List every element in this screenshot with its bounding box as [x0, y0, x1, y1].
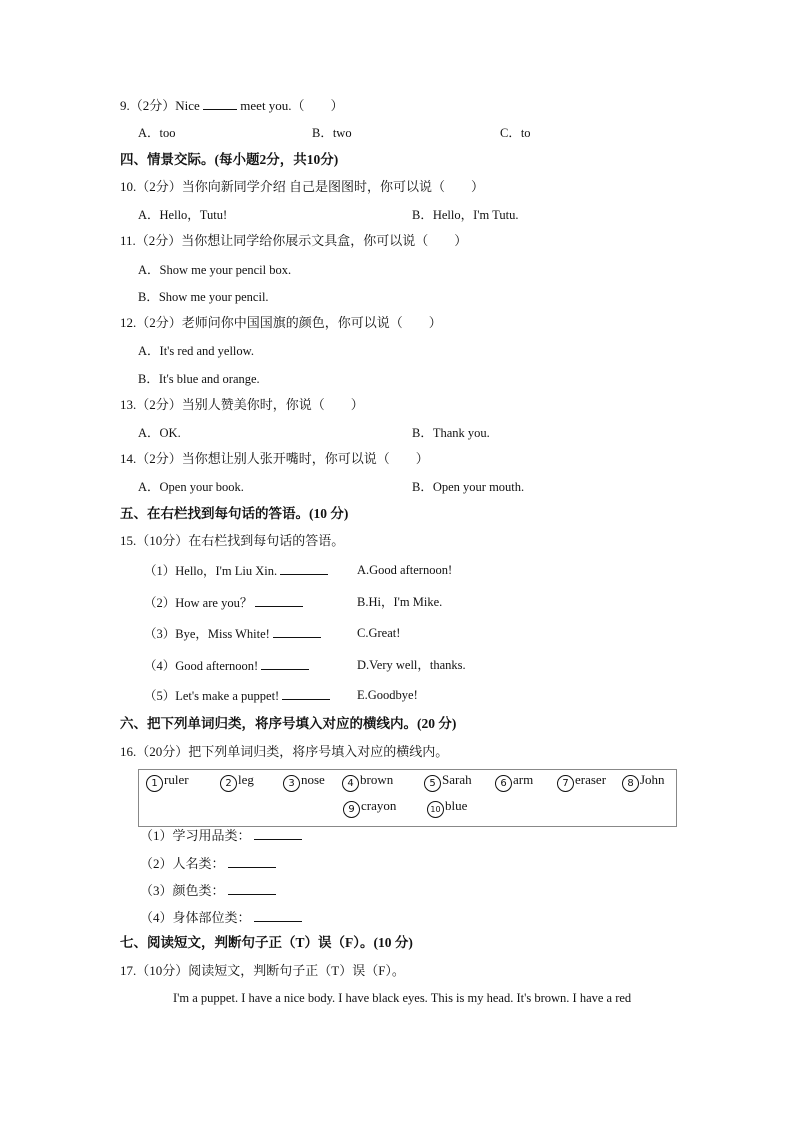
answer-blank[interactable] [280, 562, 328, 575]
q17-stem: 17.（10分）阅读短文，判断句子正（T）误（F）。 [120, 963, 405, 978]
match-left-item: （4）Good afternoon! [144, 657, 309, 674]
q11-stem: 11.（2分）当你想让同学给你展示文具盒，你可以说（ ） [120, 233, 468, 248]
q9-stem: 9.（2分）Nice meet you.（ ） [120, 98, 344, 113]
q13-option-a: A．OK. [138, 426, 181, 440]
match-right-item: E.Goodbye! [357, 688, 418, 702]
category-line: （2）人名类： [140, 855, 276, 872]
section-7-heading: 七、阅读短文，判断句子正（T）误（F）。(10 分) [120, 935, 413, 950]
q9-option-c: C．to [500, 126, 531, 140]
q13-option-b: B．Thank you. [412, 426, 490, 440]
word-bank-item: 2 leg [220, 772, 254, 792]
match-left-item: （2）How are you？ [144, 594, 303, 611]
q10-stem: 10.（2分）当你向新同学介绍 自己是图图时，你可以说（ ） [120, 179, 485, 194]
q16-stem: 16.（20分）把下列单词归类，将序号填入对应的横线内。 [120, 744, 449, 759]
q9-option-a: A．too [138, 126, 176, 140]
section-6-heading: 六、把下列单词归类，将序号填入对应的横线内。(20 分) [120, 716, 457, 731]
q11-option-a: A．Show me your pencil box. [138, 263, 292, 277]
word-bank-item: 6 arm [495, 772, 533, 792]
section-5-heading: 五、在右栏找到每句话的答语。(10 分) [120, 506, 349, 521]
category-line: （4）身体部位类： [140, 909, 302, 926]
match-right-item: B.Hi，I'm Mike. [357, 595, 443, 609]
q9-option-b: B．two [312, 126, 352, 140]
answer-blank[interactable] [254, 827, 302, 840]
answer-blank[interactable] [282, 687, 330, 700]
word-bank-item: 1 ruler [146, 772, 189, 792]
answer-blank[interactable] [228, 855, 276, 868]
word-bank-item: 4 brown [342, 772, 393, 792]
section-4-heading: 四、情景交际。(每小题2分，共10分) [120, 152, 339, 167]
q11-option-b: B．Show me your pencil. [138, 290, 269, 304]
reading-passage: I'm a puppet. I have a nice body. I have black eyes. This is my head. It's brown. I have a red [173, 991, 632, 1005]
word-bank-item: 9 crayon [343, 798, 396, 818]
match-left-item: （1）Hello，I'm Liu Xin. [144, 562, 328, 579]
q14-option-a: A．Open your book. [138, 480, 244, 494]
answer-blank[interactable] [273, 625, 321, 638]
q14-option-b: B．Open your mouth. [412, 480, 525, 494]
word-bank-item: 10 blue [427, 798, 467, 818]
category-line: （1）学习用品类： [140, 827, 302, 844]
answer-blank[interactable] [228, 882, 276, 895]
match-right-item: D.Very well，thanks. [357, 658, 466, 672]
match-right-item: A.Good afternoon! [357, 563, 453, 577]
q14-stem: 14.（2分）当你想让别人张开嘴时，你可以说（ ） [120, 451, 429, 466]
q10-option-b: B．Hello，I'm Tutu. [412, 208, 519, 222]
answer-blank[interactable] [203, 97, 237, 110]
word-bank-item: 5 Sarah [424, 772, 472, 792]
q15-stem: 15.（10分）在右栏找到每句话的答语。 [120, 533, 345, 548]
word-bank-item: 8 John [622, 772, 665, 792]
answer-blank[interactable] [255, 594, 303, 607]
category-line: （3）颜色类： [140, 882, 276, 899]
q12-option-a: A．It's red and yellow. [138, 344, 254, 358]
match-left-item: （3）Bye，Miss White! [144, 625, 321, 642]
q12-option-b: B．It's blue and orange. [138, 372, 260, 386]
answer-blank[interactable] [254, 909, 302, 922]
q13-stem: 13.（2分）当别人赞美你时，你说（ ） [120, 397, 364, 412]
word-bank-item: 3 nose [283, 772, 325, 792]
word-bank-item: 7 eraser [557, 772, 606, 792]
q12-stem: 12.（2分）老师问你中国国旗的颜色，你可以说（ ） [120, 315, 442, 330]
answer-blank[interactable] [261, 657, 309, 670]
q10-option-a: A．Hello，Tutu! [138, 208, 228, 222]
match-left-item: （5）Let's make a puppet! [144, 687, 330, 704]
match-right-item: C.Great! [357, 626, 401, 640]
